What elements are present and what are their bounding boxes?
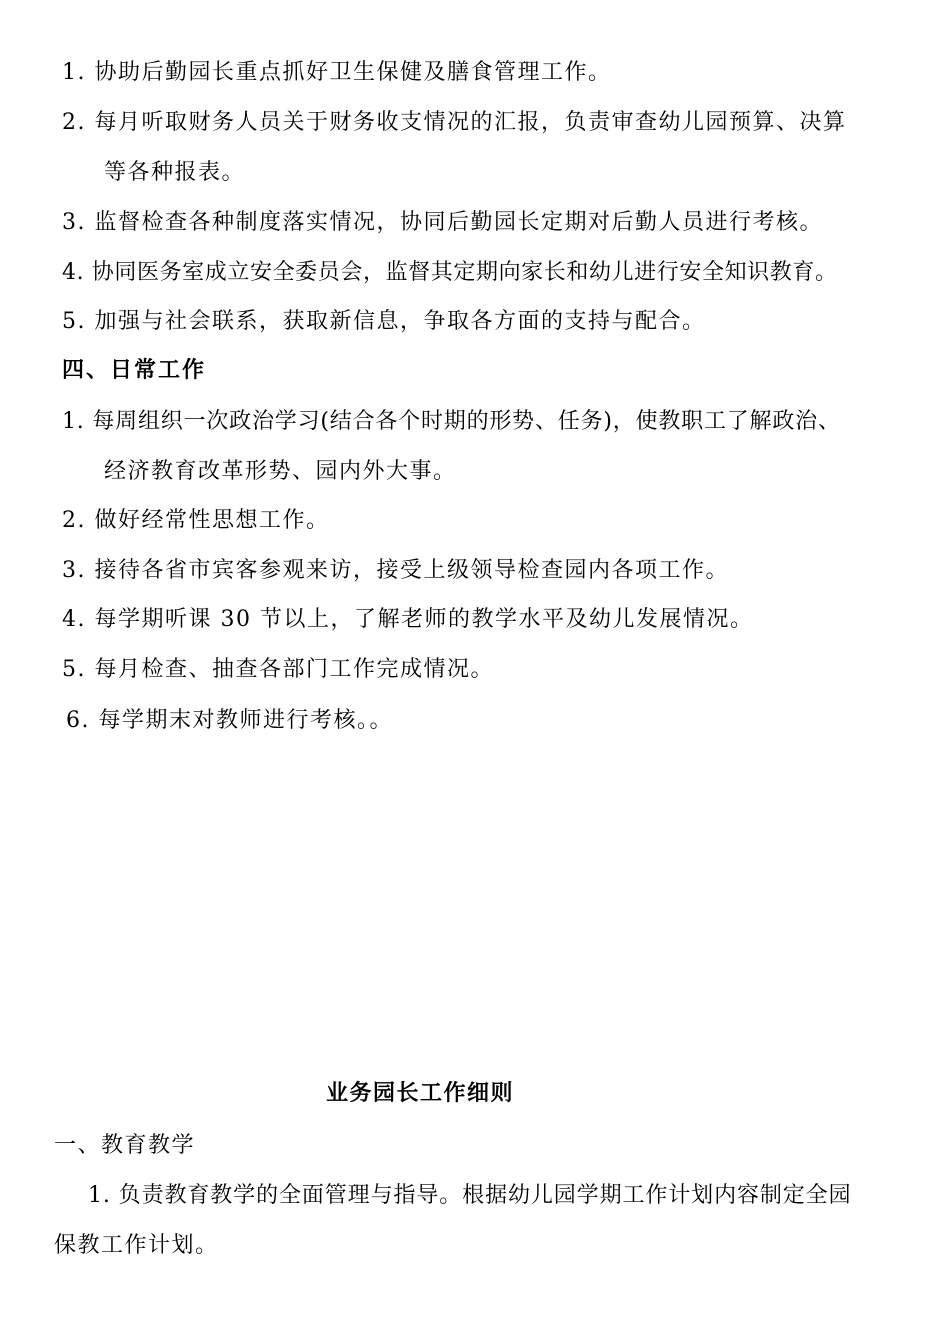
list-item-continuation: 经济教育改革形势、园内外大事。 [104, 459, 457, 484]
section-heading: 四、日常工作 [62, 358, 207, 383]
list-item: 2. 每月听取财务人员关于财务收支情况的汇报，负责审查幼儿园预算、决算 [62, 110, 847, 135]
document-title: 业务园长工作细则 [326, 1081, 515, 1106]
list-item: 6. 每学期末对教师进行考核。。 [66, 708, 393, 733]
paragraph-line: 保教工作计划。 [54, 1233, 219, 1258]
list-item: 4. 协同医务室成立安全委员会，监督其定期向家长和幼儿进行安全知识教育。 [62, 260, 838, 285]
list-item: 3. 接待各省市宾客参观来访，接受上级领导检查园内各项工作。 [62, 558, 729, 583]
list-item: 1. 每周组织一次政治学习(结合各个时期的形势、任务)，使教职工了解政治、 [62, 409, 841, 434]
list-item-continuation: 等各种报表。 [104, 160, 246, 185]
section-heading: 一、教育教学 [54, 1133, 196, 1158]
paragraph-line: 1. 负责教育教学的全面管理与指导。根据幼儿园学期工作计划内容制定全园 [88, 1183, 852, 1208]
list-item: 5. 加强与社会联系，获取新信息，争取各方面的支持与配合。 [62, 309, 706, 334]
list-item: 3. 监督检查各种制度落实情况，协同后勤园长定期对后勤人员进行考核。 [62, 210, 823, 235]
list-item: 1. 协助后勤园长重点抓好卫生保健及膳食管理工作。 [62, 60, 612, 85]
list-item: 4. 每学期听课 30 节以上，了解老师的教学水平及幼儿发展情况。 [62, 607, 754, 632]
list-item: 5. 每月检查、抽查各部门工作完成情况。 [62, 657, 494, 682]
list-item: 2. 做好经常性思想工作。 [62, 508, 330, 533]
